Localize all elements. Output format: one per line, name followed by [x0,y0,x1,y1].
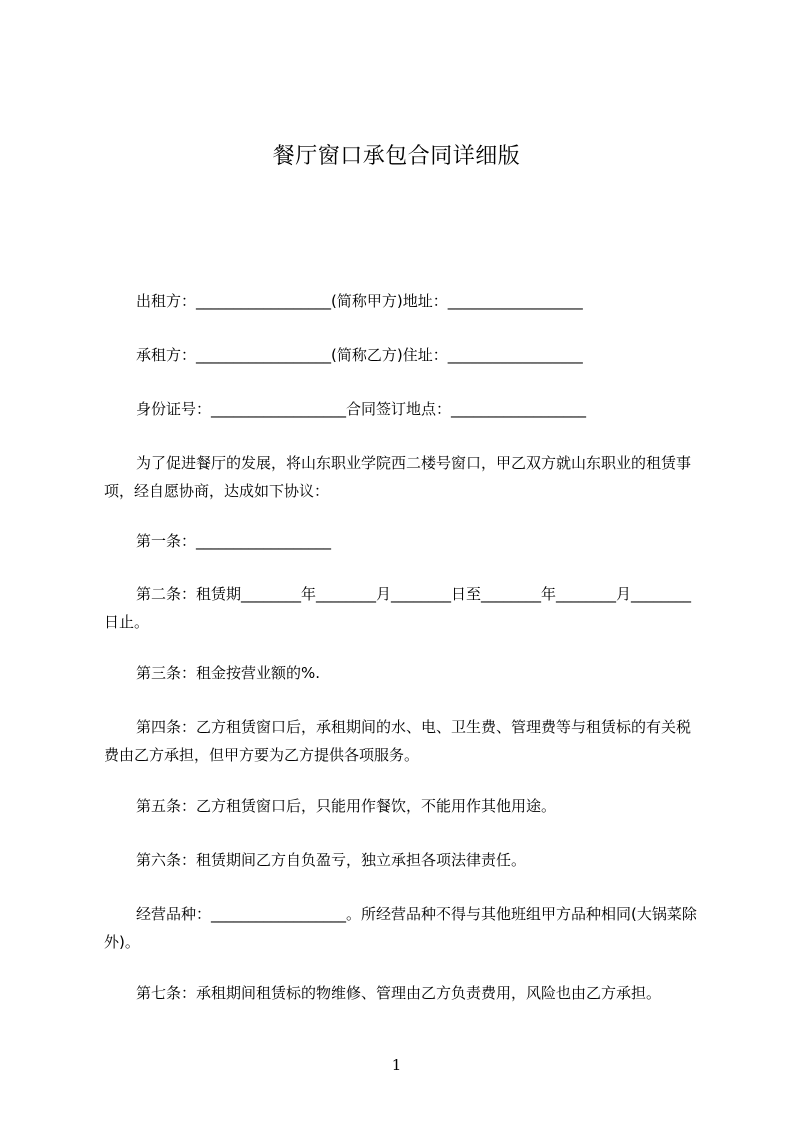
article-6: 第六条：租赁期间乙方自负盈亏，独立承担各项法律责任。 [136,851,527,869]
document-title: 餐厅窗口承包合同详细版 [272,144,521,169]
article-7: 第七条：承租期间租赁标的物维修、管理由乙方负责费用，风险也由乙方承担。 [136,984,662,1002]
article-4: 第四条：乙方租赁窗口后，承租期间的水、电、卫生费、管理费等与租赁标的有关税费由乙方承担，但甲方要为乙方提供各项服务。 [104,718,692,764]
article-2: 第二条：租赁期________年________月________日至________年________月________日止。 [104,585,692,631]
page-number: 1 [391,1056,402,1074]
id-number-line: 身份证号：__________________合同签订地点：__________________ [136,400,587,418]
article-1: 第一条：__________________ [136,532,332,550]
lessor-line: 出租方：__________________(简称甲方)地址：__________________ [136,292,583,310]
article-3: 第三条：租金按营业额的%. [136,664,321,682]
preamble-paragraph: 为了促进餐厅的发展，将山东职业学院西二楼号窗口，甲乙双方就山东职业的租赁事项，经自愿协商，达成如下协议： [104,454,692,500]
business-scope-paragraph: 经营品种：__________________。所经营品种不得与其他班组甲方品种相同(大锅菜除外)。 [104,905,697,951]
lessee-line: 承租方：__________________(简称乙方)住址：__________________ [136,346,583,364]
article-5: 第五条：乙方租赁窗口后，只能用作餐饮，不能用作其他用途。 [136,797,557,815]
